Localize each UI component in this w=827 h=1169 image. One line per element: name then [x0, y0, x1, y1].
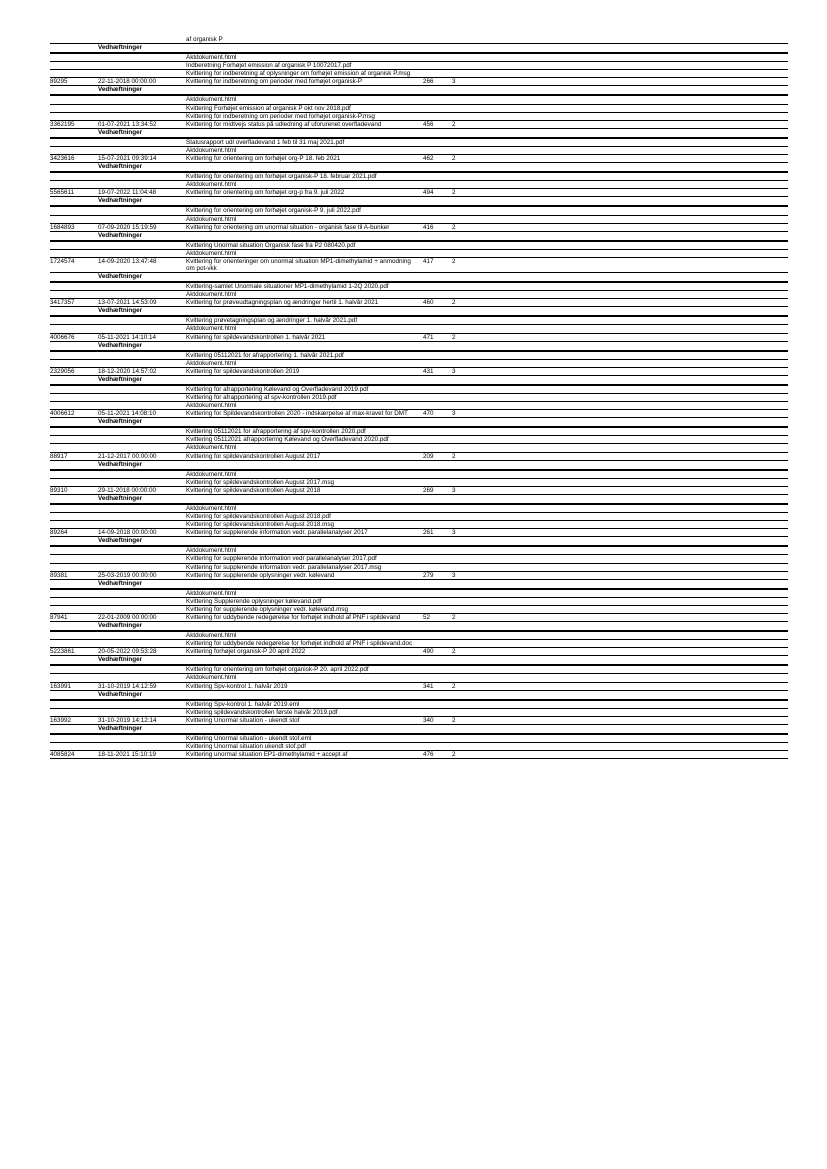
attachment-name: Aktdokument.html	[186, 325, 237, 333]
attachments-header-row	[50, 461, 788, 471]
attachments-label: Vedhæftninger	[98, 128, 143, 136]
attachment-row	[50, 317, 788, 325]
attachment-name: Aktdokument.html	[186, 54, 237, 62]
document-table	[50, 36, 788, 759]
record-date: 14-09-2018 00:00:00	[98, 529, 157, 537]
record-id: 89264	[50, 529, 68, 537]
record-row	[50, 453, 788, 461]
attachment-name: Aktdokument.html	[186, 470, 237, 478]
record-title: Kvittering for spildevandskontrollen August 2018	[186, 486, 321, 494]
attachments-label: Vedhæftninger	[98, 231, 143, 239]
record-date: 13-07-2021 14:53:09	[98, 299, 157, 307]
record-id: 2329056	[50, 367, 75, 375]
attachment-row	[50, 216, 788, 224]
attachment-name: Aktdokument.html	[186, 215, 237, 223]
record-attachment-count: 2	[452, 682, 456, 690]
attachments-header-row	[50, 232, 788, 242]
record-title: Kvittering for supplerende oplysninger vedr. kølevand	[186, 571, 335, 579]
record-date: 31-10-2019 14:12:59	[98, 682, 157, 690]
attachment-name: Kvittering Spv-kontrol 1. halvår 2019.eml	[186, 700, 300, 708]
attachment-name: Aktdokument.html	[186, 96, 237, 104]
attachment-row	[50, 139, 788, 147]
attachments-label: Vedhæftninger	[98, 494, 143, 502]
record-attachment-count: 2	[452, 189, 456, 197]
record-attachment-count: 2	[452, 299, 456, 307]
attachments-label: Vedhæftninger	[98, 418, 143, 426]
attachment-name: Aktdokument.html	[186, 359, 237, 367]
record-title: Kvittering for midtvejs status på udledning af uforurenet overfladevand	[186, 120, 382, 128]
record-id: 89310	[50, 486, 68, 494]
record-row	[50, 299, 788, 307]
record-title: Kvittering for orienteringer om unormal situation MP1-dimethylamid + anmodning om pot-vkk	[186, 257, 411, 272]
attachments-header-row	[50, 86, 788, 96]
record-id: 1724574	[50, 257, 75, 265]
attachment-name: Kvittering prøvetagningsplan og ændringer 1. halvår 2021.pdf	[186, 317, 358, 325]
attachments-header-row	[50, 273, 788, 283]
record-number: 462	[423, 155, 434, 163]
attachments-label: Vedhæftninger	[98, 197, 143, 205]
record-row	[50, 258, 788, 273]
attachment-row	[50, 735, 788, 743]
attachment-row	[50, 386, 788, 394]
attachment-row	[50, 479, 788, 487]
record-title: Kvittering for supplerende information vedr. parallelanalyser 2017	[186, 529, 368, 537]
attachment-row	[50, 436, 788, 444]
attachments-header-row	[50, 656, 788, 666]
record-title: Kvittering forhøjet organisk-P 20 april 2022	[186, 648, 306, 656]
record-attachment-count: 2	[452, 120, 456, 128]
record-id: 1684893	[50, 223, 75, 231]
record-number: 471	[423, 333, 434, 341]
attachments-header-row	[50, 622, 788, 632]
record-number: 456	[423, 120, 434, 128]
record-attachment-count: 2	[452, 648, 456, 656]
attachment-name: Kvittering for afrapportering af spv-kontrollen 2019.pdf	[186, 394, 337, 401]
attachment-row	[50, 36, 788, 44]
attachments-label: Vedhæftninger	[98, 273, 143, 281]
attachment-name: Kvittering 05112021 for afrapportering 1. halvår 2021.pdf	[186, 351, 344, 359]
attachment-row	[50, 471, 788, 479]
attachment-row	[50, 250, 788, 258]
record-title: Kvittering for orientering om unormal situation - organisk fase til A-bunker	[186, 223, 390, 231]
record-attachment-count: 2	[452, 333, 456, 341]
attachment-row	[50, 181, 788, 189]
attachment-row	[50, 505, 788, 513]
record-title: Kvittering for uddybende redegørelse for forhøjet indhold af PNF i spildevand	[186, 613, 401, 621]
attachment-row	[50, 242, 788, 250]
record-number: 490	[423, 648, 434, 656]
record-row	[50, 368, 788, 376]
attachment-row	[50, 105, 788, 113]
record-number: 266	[423, 78, 434, 86]
record-number: 416	[423, 223, 434, 231]
record-title: Kvittering for spildevandskontrollen 2019	[186, 367, 300, 375]
attachment-row	[50, 325, 788, 333]
attachment-name: Kvittering for uddybende redegørelse for forhøjet indhold af PNF i spildevand.doc	[186, 640, 413, 648]
attachments-label: Vedhæftninger	[98, 579, 143, 587]
attachment-row	[50, 606, 788, 614]
record-date: 07-09-2020 15:19:59	[98, 223, 157, 231]
record-id: 4006612	[50, 410, 75, 418]
attachment-row	[50, 590, 788, 598]
record-date: 20-05-2022 09:53:28	[98, 648, 157, 656]
attachment-row	[50, 147, 788, 155]
record-id: 87941	[50, 613, 68, 621]
attachment-name: Aktdokument.html	[186, 504, 237, 512]
attachment-name: Kvittering 05112021 afrapportering Kølevand og Overfladevand 2020.pdf	[186, 436, 389, 444]
attachments-label: Vedhæftninger	[98, 375, 143, 383]
record-row	[50, 529, 788, 537]
attachment-row	[50, 444, 788, 452]
record-id: 4085824	[50, 751, 75, 759]
attachment-name: Kvittering for supplerende information vedr parallelanalyser 2017.pdf	[186, 555, 377, 563]
attachment-name: Kvittering for supplerende information vedr. parallelanalyser 2017.msg	[186, 563, 382, 571]
record-id: 5223861	[50, 648, 75, 656]
attachment-name: af organisk P	[186, 36, 223, 43]
attachment-name: Statusrapport udl overfladevand 1 feb til 31 maj 2021.pdf	[186, 138, 345, 146]
attachment-row	[50, 352, 788, 360]
record-date: 05-11-2021 14:10:14	[98, 333, 157, 341]
attachments-label: Vedhæftninger	[98, 690, 143, 698]
attachments-label: Vedhæftninger	[98, 163, 143, 171]
record-attachment-count: 3	[452, 486, 456, 494]
record-date: 21-12-2017 00:00:00	[98, 452, 157, 460]
record-title: Kvittering for indberetning om perioder med forhøjet organisk-P	[186, 78, 363, 86]
attachment-name: Aktdokument.html	[186, 249, 237, 257]
attachment-name: Kvittering for spildevandskontrollen August 2017.msg	[186, 478, 335, 486]
attachments-label: Vedhæftninger	[98, 86, 143, 94]
attachments-header-row	[50, 197, 788, 207]
record-attachment-count: 2	[452, 751, 456, 759]
record-date: 22-01-2009 00:00:00	[98, 613, 157, 621]
record-id: 163991	[50, 682, 72, 690]
record-date: 14-09-2020 13:47:48	[98, 257, 157, 265]
record-id: 163992	[50, 716, 72, 724]
record-number: 261	[423, 529, 434, 537]
record-id: 89295	[50, 78, 68, 86]
record-row	[50, 717, 788, 725]
attachments-header-row	[50, 691, 788, 701]
attachment-name: Aktdokument.html	[186, 547, 237, 555]
attachments-header-row	[50, 418, 788, 428]
record-row	[50, 614, 788, 622]
attachments-header-row	[50, 725, 788, 735]
attachment-name: Kvittering spildevandskontrollen første halvår 2019.pdf	[186, 708, 338, 716]
record-number: 431	[423, 367, 434, 375]
attachments-header-row	[50, 163, 788, 173]
record-row	[50, 121, 788, 129]
record-id: 89381	[50, 571, 68, 579]
record-title: Kvittering for Spildevandskontrollen 2020 - indskærpelse af max-kravet for DMT	[186, 410, 408, 418]
attachment-row	[50, 564, 788, 572]
attachment-name: Kvittering Unormal situation - ukendt stof.eml	[186, 734, 312, 742]
attachment-name: Kvittering for spildevandskontrollen August 2018.pdf	[186, 513, 331, 521]
attachment-row	[50, 173, 788, 181]
attachments-label: Vedhæftninger	[98, 622, 143, 630]
record-id: 3362195	[50, 120, 75, 128]
attachment-row	[50, 360, 788, 368]
record-attachment-count: 3	[452, 78, 456, 86]
attachment-row	[50, 402, 788, 410]
record-number: 52	[423, 613, 431, 621]
record-attachment-count: 3	[452, 529, 456, 537]
record-attachment-count: 2	[452, 257, 456, 265]
record-row	[50, 334, 788, 342]
attachment-name: Kvittering-samlet Unormale situationer MP1-dimethylamid 1-2Q 2020.pdf	[186, 283, 389, 291]
attachment-row	[50, 555, 788, 563]
record-number: 476	[423, 751, 434, 759]
record-id: 4006676	[50, 333, 75, 341]
attachment-row	[50, 207, 788, 215]
attachment-row	[50, 394, 788, 402]
record-attachment-count: 2	[452, 613, 456, 621]
record-title: Kvittering Unormal situation - ukendt stof	[186, 716, 300, 724]
attachment-row	[50, 291, 788, 299]
attachment-row	[50, 701, 788, 709]
record-title: Kvittering for orientering om forhøjet org-p fra 9. juli 2022	[186, 189, 345, 197]
record-row	[50, 155, 788, 163]
record-number: 209	[423, 452, 434, 460]
attachment-row	[50, 54, 788, 62]
record-attachment-count: 3	[452, 410, 456, 418]
attachment-name: Kvittering 05112021 for afrapportering af spv-kontrollen 2020.pdf	[186, 428, 366, 436]
attachments-header-row	[50, 342, 788, 352]
attachment-name: Aktdokument.html	[186, 181, 237, 189]
attachment-name: Indberetning Forhøjet emission af organisk P 10072017.pdf	[186, 62, 352, 70]
record-attachment-count: 3	[452, 367, 456, 375]
attachments-label: Vedhæftninger	[98, 537, 143, 545]
record-id: 3417357	[50, 299, 75, 307]
attachment-name: Aktdokument.html	[186, 402, 237, 410]
attachment-row	[50, 666, 788, 674]
attachment-name: Kvittering for spildevandskontrollen August 2018.msg	[186, 521, 335, 529]
record-attachment-count: 3	[452, 571, 456, 579]
attachment-row	[50, 598, 788, 606]
record-row	[50, 683, 788, 691]
record-date: 25-03-2019 00:00:00	[98, 571, 157, 579]
record-row	[50, 648, 788, 656]
record-number: 340	[423, 716, 434, 724]
attachment-row	[50, 513, 788, 521]
record-date: 29-11-2018 00:00:00	[98, 486, 157, 494]
attachments-label: Vedhæftninger	[98, 307, 143, 315]
attachment-name: Aktdokument.html	[186, 632, 237, 640]
record-date: 05-11-2021 14:08:10	[98, 410, 157, 418]
record-attachment-count: 2	[452, 716, 456, 724]
attachment-name: Aktdokument.html	[186, 291, 237, 299]
attachments-header-row	[50, 376, 788, 386]
attachment-name: Kvittering Forhøjet emission af organisk P okt nov 2018.pdf	[186, 104, 351, 112]
attachments-header-row	[50, 307, 788, 317]
attachment-row	[50, 62, 788, 70]
attachment-name: Aktdokument.html	[186, 589, 237, 597]
attachment-row	[50, 70, 788, 78]
attachment-name: Kvittering Unormal situation ukendt stof.pdf	[186, 743, 307, 750]
record-date: 31-10-2019 14:12:14	[98, 716, 157, 724]
record-date: 19-07-2022 11:04:48	[98, 189, 157, 197]
attachment-row	[50, 743, 788, 751]
attachment-name: Kvittering for supplerende oplysninger vedr. kølevand.msg	[186, 605, 349, 613]
record-number: 341	[423, 682, 434, 690]
attachment-row	[50, 283, 788, 291]
record-row	[50, 189, 788, 197]
record-date: 18-11-2021 15:10:19	[98, 751, 157, 759]
attachments-header-row	[50, 580, 788, 590]
attachment-name: Aktdokument.html	[186, 146, 237, 154]
attachment-name: Kvittering for orientering om forhøjet organisk-P 18. februar 2021.pdf	[186, 173, 377, 181]
record-attachment-count: 2	[452, 223, 456, 231]
record-row	[50, 751, 788, 759]
record-title: Kvittering for spildevandskontrollen August 2017	[186, 452, 321, 460]
record-id: 5565611	[50, 189, 75, 197]
attachments-header-row	[50, 44, 788, 54]
record-date: 18-12-2020 14:57:02	[98, 367, 157, 375]
record-number: 460	[423, 299, 434, 307]
attachment-row	[50, 709, 788, 717]
record-number: 279	[423, 571, 434, 579]
attachment-name: Kvittering for orientering om forhøjet organisk-P 9. juli 2022.pdf	[186, 207, 361, 215]
attachments-label: Vedhæftninger	[98, 44, 143, 52]
attachments-header-row	[50, 537, 788, 547]
record-title: Kvittering for spildevandskontrollen 1. halvår 2021	[186, 333, 326, 341]
record-number: 494	[423, 189, 434, 197]
attachment-name: Kvittering for orientering om forhøjet organisk-P 20. april 2022.pdf	[186, 666, 369, 674]
attachments-label: Vedhæftninger	[98, 656, 143, 664]
record-id: 88917	[50, 452, 68, 460]
attachment-name: Aktdokument.html	[186, 674, 237, 682]
attachment-row	[50, 521, 788, 529]
record-number: 269	[423, 486, 434, 494]
attachment-name: Aktdokument.html	[186, 444, 237, 452]
record-title: Kvittering for prøveudtagningsplan og ændringer hertil 1. halvår 2021	[186, 299, 379, 307]
attachment-row	[50, 547, 788, 555]
record-id: 3423616	[50, 155, 75, 163]
record-number: 417	[423, 257, 434, 265]
record-row	[50, 224, 788, 232]
record-row	[50, 572, 788, 580]
attachment-name: Kvittering Unormal situation Organisk fase fra P2 080420.pdf	[186, 241, 356, 249]
attachments-label: Vedhæftninger	[98, 724, 143, 732]
record-row	[50, 487, 788, 495]
attachment-row	[50, 96, 788, 104]
record-date: 15-07-2021 09:39:14	[98, 155, 157, 163]
record-date: 22-11-2018 00:00:00	[98, 78, 157, 86]
attachments-label: Vedhæftninger	[98, 460, 143, 468]
record-title: Kvittering for orientering om forhøjet org-P 18. feb 2021	[186, 155, 341, 163]
record-date: 01-07-2021 13:34:52	[98, 120, 157, 128]
attachment-name: Kvittering for indberetning om perioder med forhøjet organisk-P.msg	[186, 112, 375, 120]
attachment-row	[50, 640, 788, 648]
record-attachment-count: 2	[452, 452, 456, 460]
attachment-name: Kvittering for indberetning af oplysninger om forhøjet emission af organisk P.msg	[186, 70, 411, 78]
record-row	[50, 78, 788, 86]
attachment-row	[50, 632, 788, 640]
attachment-row	[50, 428, 788, 436]
record-attachment-count: 2	[452, 155, 456, 163]
record-title: Kvittering unormal situation EP1-dimethylamid + accept af	[186, 751, 348, 759]
attachments-label: Vedhæftninger	[98, 341, 143, 349]
record-row	[50, 410, 788, 418]
attachments-header-row	[50, 129, 788, 139]
attachment-name: Kvittering Supplerende oplysninger kølevand.pdf	[186, 597, 322, 605]
record-number: 470	[423, 410, 434, 418]
attachments-header-row	[50, 495, 788, 505]
attachment-row	[50, 113, 788, 121]
attachment-name: Kvittering for afrapportering Kølevand og Overfladevand 2019.pdf	[186, 385, 369, 393]
record-title: Kvittering Spv-kontrol 1. halvår 2019	[186, 682, 288, 690]
attachment-row	[50, 674, 788, 682]
